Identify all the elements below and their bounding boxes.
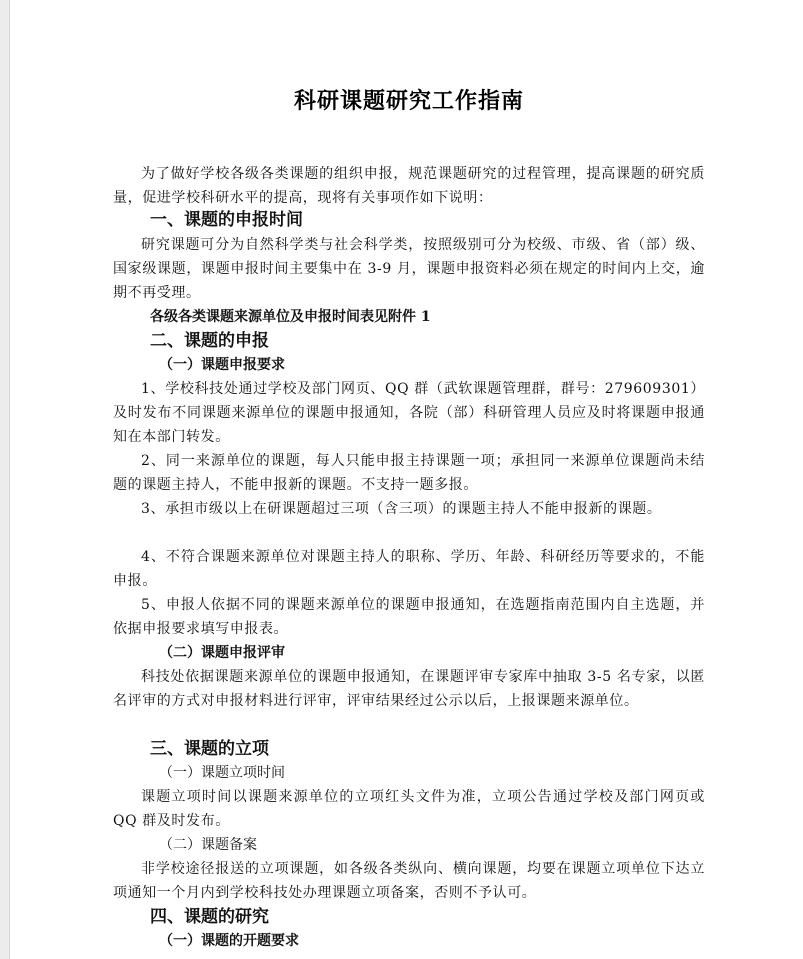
- document-page: [9, 0, 803, 959]
- section4-subheading-1: （一）课题的开题要求: [159, 933, 299, 949]
- section1-note: 各级各类课题来源单位及申报时间表见附件 1: [150, 309, 431, 325]
- section3-record-paragraph: 非学校途径报送的立项课题，如各级各类纵向、横向课题，均要在课题立项单位下达立项通知一个月内到学校科技处办理课题立项备案，否则不予认可。: [113, 861, 705, 901]
- list-item: 1、学校科技处通过学校及部门网页、QQ 群（武软课题管理群，群号：279609301）及时发布不同课题来源单位的课题申报通知，各院（部）科研管理人员应及时将课题申报通知在本部门转发。: [113, 381, 705, 445]
- section-heading-3: 三、课题的立项: [150, 739, 269, 759]
- section1-paragraph: 研究课题可分为自然科学类与社会科学类，按照级别可分为校级、市级、省（部）级、国家级课题，课题申报时间主要集中在 3-9 月，课题申报资料必须在规定的时间内上交，逾期不再受理。: [113, 237, 705, 301]
- list-item: 4、不符合课题来源单位对课题主持人的职称、学历、年龄、科研经历等要求的，不能申报。: [113, 549, 705, 589]
- section3-subheading-1: （一）课题立项时间: [159, 765, 285, 781]
- section2-subheading-1: （一）课题申报要求: [159, 357, 285, 373]
- section2-review-paragraph: 科技处依据课题来源单位的课题申报通知，在课题评审专家库中抽取 3-5 名专家，以匿名评审的方式对申报材料进行评审，评审结果经过公示以后，上报课题来源单位。: [113, 669, 705, 709]
- list-item: 2、同一来源单位的课题，每人只能申报主持课题一项；承担同一来源单位课题尚未结题的课题主持人，不能申报新的课题。不支持一题多报。: [113, 453, 705, 493]
- section-heading-1: 一、课题的申报时间: [150, 210, 303, 230]
- list-item: 5、申报人依据不同的课题来源单位的课题申报通知，在选题指南范围内自主选题，并依据申报要求填写申报表。: [113, 597, 705, 637]
- list-item: 3、承担市级以上在研课题超过三项（含三项）的课题主持人不能申报新的课题。: [141, 501, 662, 517]
- section-heading-4: 四、课题的研究: [150, 907, 269, 927]
- section-heading-2: 二、课题的申报: [150, 331, 269, 351]
- intro-paragraph: 为了做好学校各级各类课题的组织申报，规范课题研究的过程管理，提高课题的研究质量，促进学校科研水平的提高，现将有关事项作如下说明：: [113, 166, 705, 206]
- section3-time-paragraph: 课题立项时间以课题来源单位的立项红头文件为准，立项公告通过学校及部门网页或 QQ 群及时发布。: [113, 789, 705, 829]
- document-title: 科研课题研究工作指南: [293, 89, 524, 114]
- section3-subheading-2: （二）课题备案: [159, 837, 257, 853]
- section2-subheading-2: （二）课题申报评审: [159, 645, 285, 661]
